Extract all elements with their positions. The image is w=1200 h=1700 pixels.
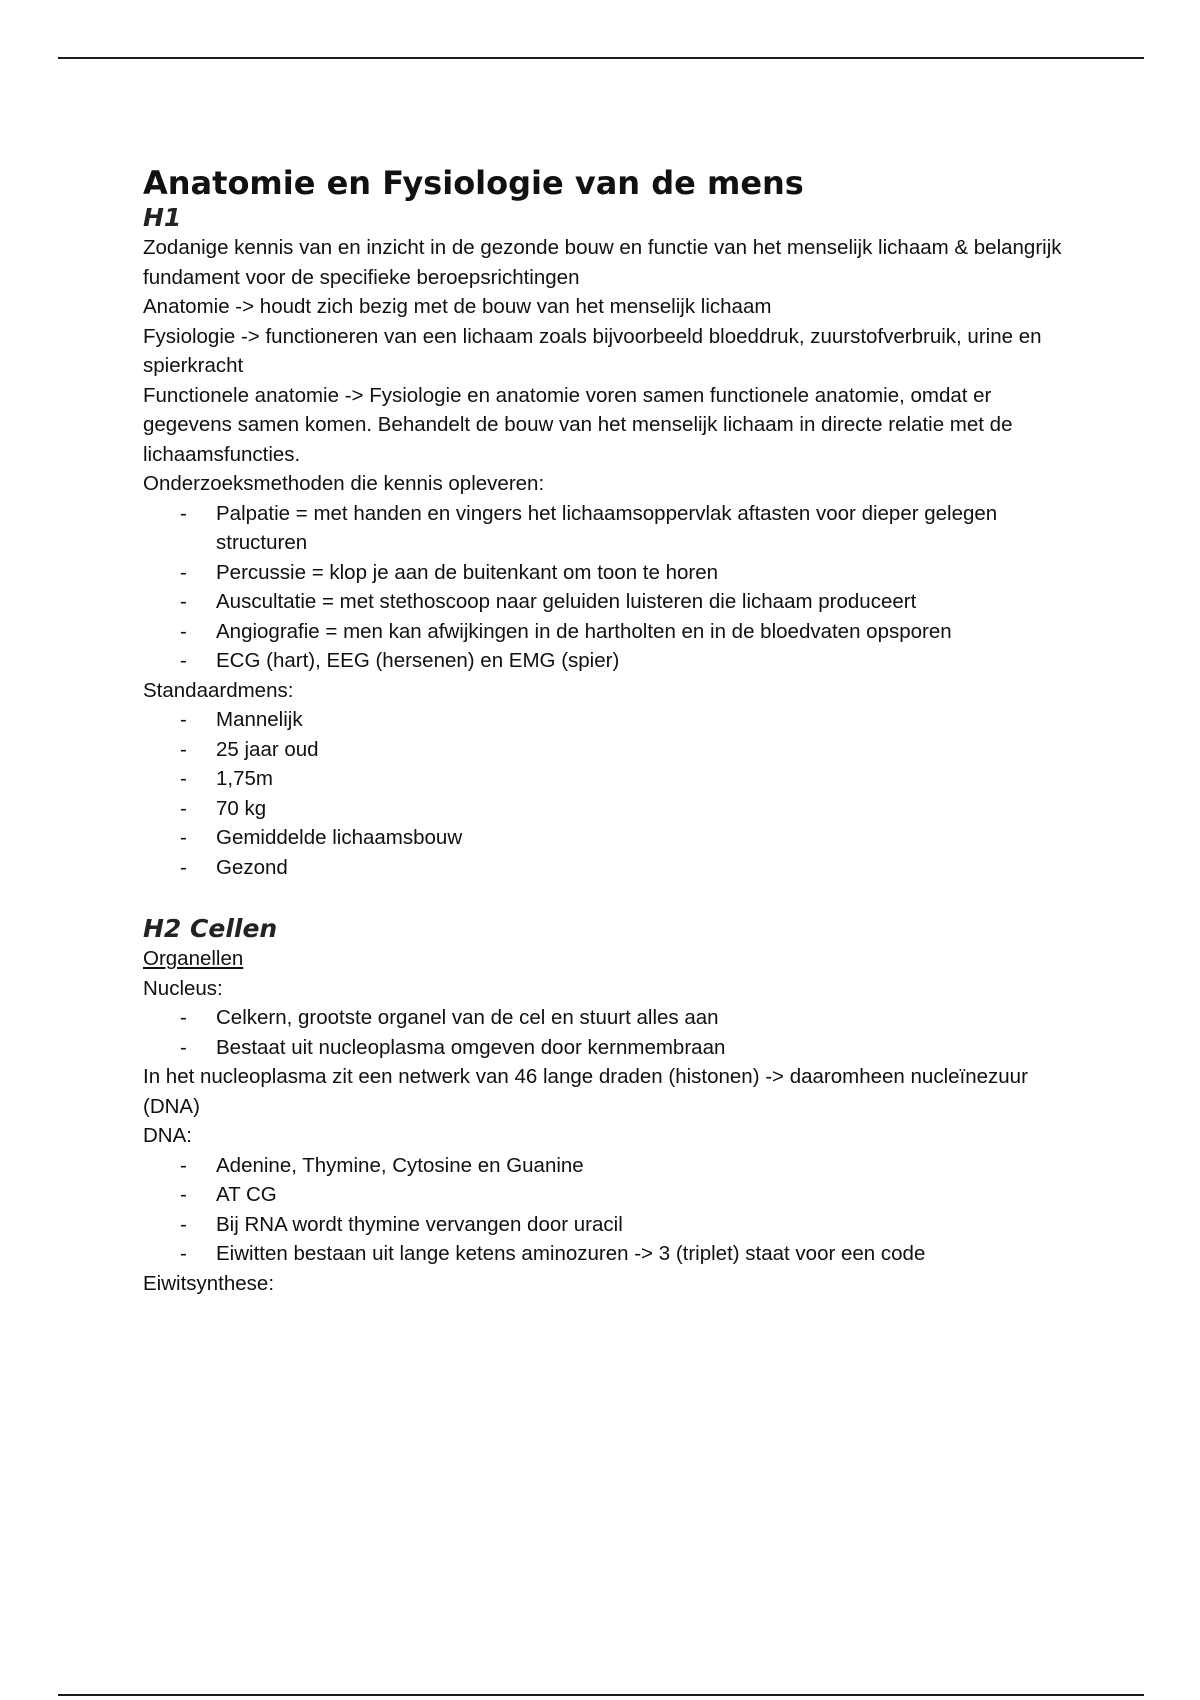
list-item: - Percussie = klop je aan de buitenkant om toon te horen [143,558,1063,588]
list-item: - 70 kg [143,794,1063,824]
list-item: - AT CG [143,1180,1063,1210]
list-item: - Celkern, grootste organel van de cel en stuurt alles aan [143,1003,1063,1033]
dna-label: DNA: [143,1124,192,1147]
dash-bullet: - [180,501,187,525]
dash-bullet: - [180,1242,187,1265]
dash-bullet: - [180,767,187,790]
document-body [143,163,1063,1298]
eiwitsynthese-label: Eiwitsynthese: [143,1271,275,1295]
dash-bullet: - [180,708,187,731]
list-item: - Adenine, Thymine, Cytosine en Guanine [143,1151,1063,1181]
organellen-subheading: Organellen [143,947,244,970]
dash-bullet: - [180,649,187,672]
dash-bullet: - [180,1153,187,1177]
paragraph: Fysiologie -> functioneren van een lichaam zoals bijvoorbeeld bloeddruk, zuurstofverbruik, urine en spierkracht [143,324,1042,377]
list-item: - Gezond [143,853,1063,883]
dash-bullet: - [180,796,187,820]
section-heading-h2: H2 Cellen [143,914,278,943]
standard-label: Standaardmens: [143,678,294,702]
list-item: - Auscultatie = met stethoscoop naar geluiden luisteren die lichaam produceert [143,587,1063,617]
paragraph: Zodanige kennis van en inzicht in de gezonde bouw en functie van het menselijk lichaam & belangrijk fundament voor de specifieke beroepsrichtingen [143,236,1062,289]
dash-bullet: - [180,1183,187,1206]
dash-bullet: - [180,560,187,584]
dash-bullet: - [180,1212,187,1236]
standard-list [143,705,1063,882]
nucleus-list [143,1003,1063,1062]
list-item: - Gemiddelde lichaamsbouw [143,823,1063,853]
methods-list [143,499,1063,676]
header-rule [58,57,1144,59]
list-item: - Mannelijk [143,705,1063,735]
dna-list [143,1151,1063,1269]
dash-bullet: - [180,1035,187,1059]
list-item: - Palpatie = met handen en vingers het lichaamsoppervlak aftasten voor dieper gelegen structuren [143,499,1063,558]
nucleus-label: Nucleus: [143,976,223,1000]
list-item: - Eiwitten bestaan uit lange ketens aminozuren -> 3 (triplet) staat voor een code [143,1239,1063,1269]
paragraph: In het nucleoplasma zit een netwerk van 46 lange draden (histonen) -> daaromheen nucleïnezuur (DNA) [143,1065,1028,1118]
list-item: - 1,75m [143,764,1063,794]
paragraph: Onderzoeksmethoden die kennis opleveren: [143,472,545,495]
dash-bullet: - [180,826,187,849]
dash-bullet: - [180,737,187,761]
dash-bullet: - [180,590,187,613]
dash-bullet: - [180,619,187,643]
list-item: - 25 jaar oud [143,735,1063,765]
document-title: Anatomie en Fysiologie van de mens [143,164,804,202]
dash-bullet: - [180,1006,187,1029]
list-item: - ECG (hart), EEG (hersenen) en EMG (spier) [143,646,1063,676]
paragraph: Anatomie -> houdt zich bezig met de bouw van het menselijk lichaam [143,295,772,318]
list-item: - Bij RNA wordt thymine vervangen door uracil [143,1210,1063,1240]
list-item: - Bestaat uit nucleoplasma omgeven door kernmembraan [143,1033,1063,1063]
dash-bullet: - [180,855,187,879]
footer-rule [58,1694,1144,1696]
list-item: - Angiografie = men kan afwijkingen in de hartholten en in de bloedvaten opsporen [143,617,1063,647]
section-heading-h1: H1 [143,203,182,232]
paragraph: Functionele anatomie -> Fysiologie en anatomie voren samen functionele anatomie, omdat er gegevens samen komen. Behandelt de bouw van het menselijk lichaam in directe relatie met de lichaamsfuncties. [143,383,1013,466]
